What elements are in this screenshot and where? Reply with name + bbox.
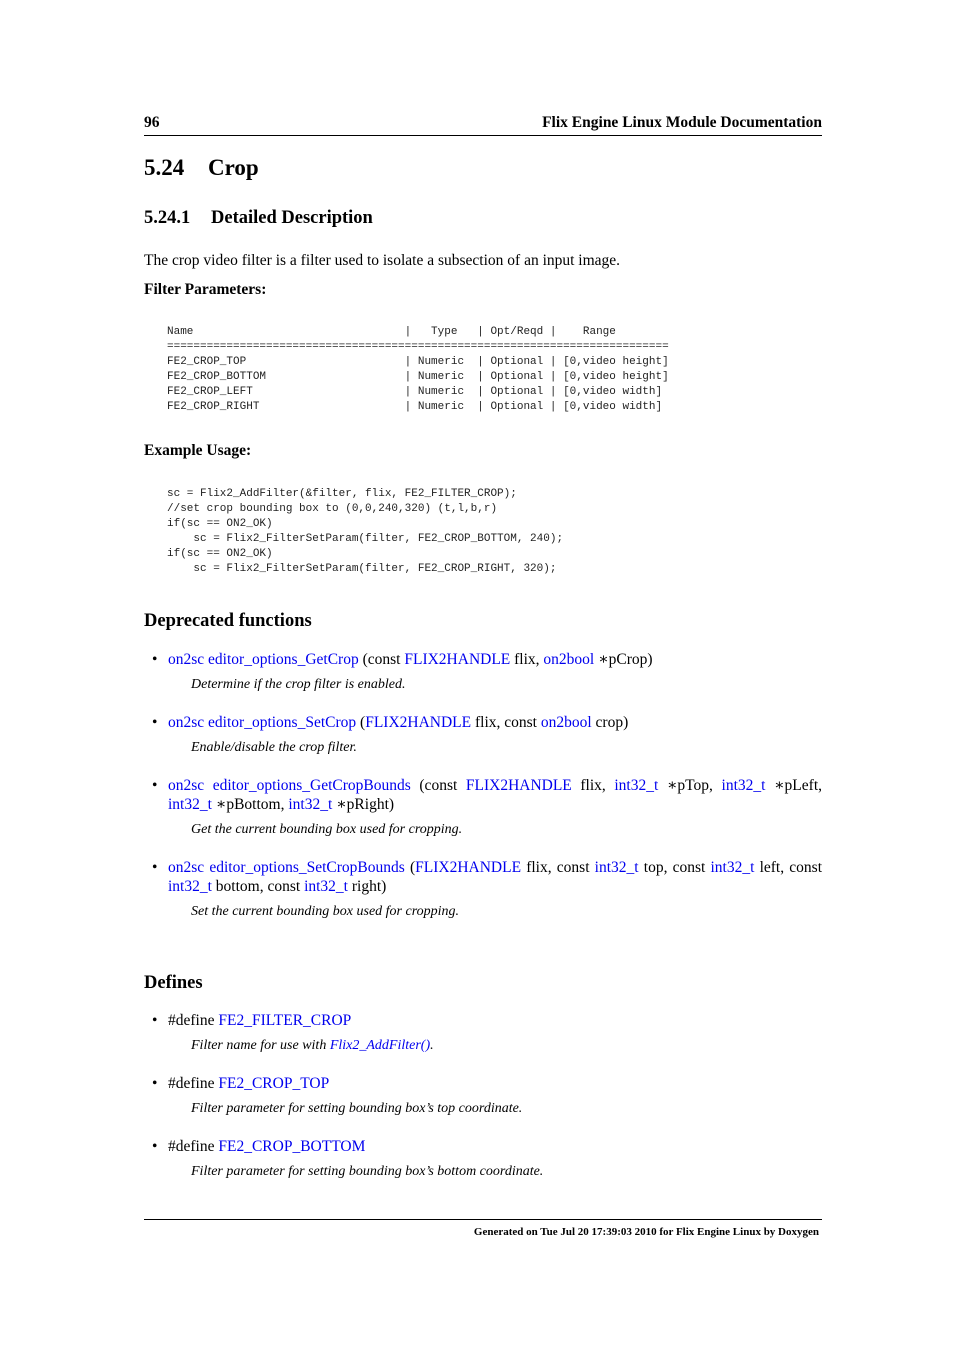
- function-description: Get the current bounding box used for cropping.: [191, 822, 463, 837]
- list-item: [152, 1137, 822, 1181]
- define-description: Filter name for use with Flix2_AddFilter().: [191, 1038, 434, 1053]
- document-title: Flix Engine Linux Module Documentation: [542, 114, 822, 131]
- list-item: [152, 650, 822, 694]
- function-link-getcropbounds[interactable]: on2sc editor_options_GetCropBounds: [168, 777, 411, 794]
- list-item: [152, 858, 823, 921]
- type-link[interactable]: int32_t: [288, 796, 333, 813]
- section-title: Crop: [208, 155, 259, 180]
- type-link[interactable]: int32_t: [710, 859, 755, 876]
- page-footer: [144, 1219, 822, 1238]
- intro-paragraph: The crop video filter is a filter used to isolate a subsection of an input image.: [144, 252, 621, 269]
- page-number: 96: [144, 114, 160, 131]
- table-row: FE2_CROP_LEFT | Numeric | Optional | [0,video width]: [167, 386, 663, 398]
- bullet: •: [152, 1012, 158, 1029]
- function-link-getcrop[interactable]: on2sc editor_options_GetCrop: [168, 651, 359, 668]
- code-line: //set crop bounding box to (0,0,240,320) (t,l,b,r): [167, 503, 498, 515]
- type-link[interactable]: FLIX2HANDLE: [404, 651, 511, 668]
- example-code-block: [167, 487, 563, 577]
- code-line: if(sc == ON2_OK): [167, 518, 273, 530]
- define-line: #define FE2_CROP_BOTTOM: [168, 1138, 366, 1155]
- define-line: #define FE2_FILTER_CROP: [168, 1012, 352, 1029]
- bullet: •: [152, 714, 158, 731]
- bullet: •: [152, 859, 158, 876]
- table-row: ============================================================================: [167, 341, 669, 353]
- type-link[interactable]: int32_t: [168, 878, 212, 895]
- type-link[interactable]: on2bool: [540, 714, 592, 731]
- table-row: FE2_CROP_RIGHT | Numeric | Optional | [0,video width]: [167, 401, 663, 413]
- list-item: [152, 713, 822, 757]
- function-description: Set the current bounding box used for cropping.: [191, 904, 460, 919]
- define-description: Filter parameter for setting bounding box’s top coordinate.: [191, 1101, 523, 1116]
- subsection-heading: [144, 208, 373, 229]
- list-item: [152, 1074, 822, 1118]
- define-link-fe2-filter-crop[interactable]: FE2_FILTER_CROP: [218, 1012, 352, 1029]
- function-signature: on2sc editor_options_GetCrop (const FLIX2HANDLE flix, on2bool ∗pCrop): [168, 651, 653, 668]
- type-link[interactable]: int32_t: [594, 859, 639, 876]
- function-signature: on2sc editor_options_SetCrop (FLIX2HANDLE flix, const on2bool crop): [168, 714, 629, 731]
- code-line: sc = Flix2_AddFilter(&filter, flix, FE2_FILTER_CROP);: [167, 488, 517, 500]
- function-link-setcrop[interactable]: on2sc editor_options_SetCrop: [168, 714, 357, 731]
- type-link[interactable]: int32_t: [721, 777, 766, 794]
- table-row: FE2_CROP_TOP | Numeric | Optional | [0,video height]: [167, 356, 669, 368]
- type-link[interactable]: FLIX2HANDLE: [415, 859, 522, 876]
- list-item: [152, 1011, 822, 1055]
- deprecated-functions-heading: Deprecated functions: [144, 611, 312, 631]
- footer-text: Generated on Tue Jul 20 17:39:03 2010 for Flix Engine Linux by Doxygen: [473, 1226, 819, 1238]
- section-heading: [144, 155, 259, 181]
- example-usage-label: Example Usage:: [144, 442, 252, 459]
- bullet: •: [152, 777, 158, 794]
- function-signature: on2sc editor_options_SetCropBounds (FLIX2HANDLE flix, const int32_t top, const int32_t left, const int32_t bottom, const int32_t right): [168, 859, 823, 895]
- type-link[interactable]: int32_t: [304, 878, 348, 895]
- bullet: •: [152, 1075, 158, 1092]
- subsection-number: 5.24.1: [144, 208, 191, 228]
- function-signature: on2sc editor_options_GetCropBounds (const FLIX2HANDLE flix, int32_t ∗pTop, int32_t ∗pLeft, int32_t ∗pBottom, int32_t ∗pRight): [168, 777, 823, 813]
- type-link[interactable]: FLIX2HANDLE: [465, 777, 572, 794]
- define-link-fe2-crop-top[interactable]: FE2_CROP_TOP: [218, 1075, 330, 1092]
- define-line: #define FE2_CROP_TOP: [168, 1075, 330, 1092]
- filter-parameters-label: Filter Parameters:: [144, 281, 267, 298]
- type-link[interactable]: int32_t: [614, 777, 659, 794]
- defines-heading: Defines: [144, 973, 203, 993]
- code-line: if(sc == ON2_OK): [167, 548, 273, 560]
- running-header: [144, 114, 822, 136]
- table-row: FE2_CROP_BOTTOM | Numeric | Optional | [0,video height]: [167, 371, 669, 383]
- code-line: sc = Flix2_FilterSetParam(filter, FE2_CROP_BOTTOM, 240);: [167, 533, 564, 545]
- define-link-fe2-crop-bottom[interactable]: FE2_CROP_BOTTOM: [218, 1138, 366, 1155]
- bullet: •: [152, 651, 158, 668]
- type-link[interactable]: int32_t: [168, 796, 212, 813]
- function-description: Determine if the crop filter is enabled.: [191, 677, 406, 692]
- code-line: sc = Flix2_FilterSetParam(filter, FE2_CROP_RIGHT, 320);: [167, 563, 557, 575]
- function-link-setcropbounds[interactable]: on2sc editor_options_SetCropBounds: [168, 859, 405, 876]
- type-link[interactable]: on2bool: [543, 651, 595, 668]
- section-number: 5.24: [144, 155, 185, 180]
- define-description: Filter parameter for setting bounding box’s bottom coordinate.: [191, 1164, 544, 1179]
- function-description: Enable/disable the crop filter.: [191, 740, 357, 755]
- list-item: [152, 776, 823, 839]
- table-row: Name | Type | Opt/Reqd | Range: [167, 326, 616, 338]
- type-link[interactable]: FLIX2HANDLE: [365, 714, 472, 731]
- function-link-flix2-addfilter[interactable]: Flix2_AddFilter(): [329, 1038, 431, 1053]
- filter-parameters-table: [167, 325, 669, 415]
- bullet: •: [152, 1138, 158, 1155]
- subsection-title: Detailed Description: [211, 208, 373, 228]
